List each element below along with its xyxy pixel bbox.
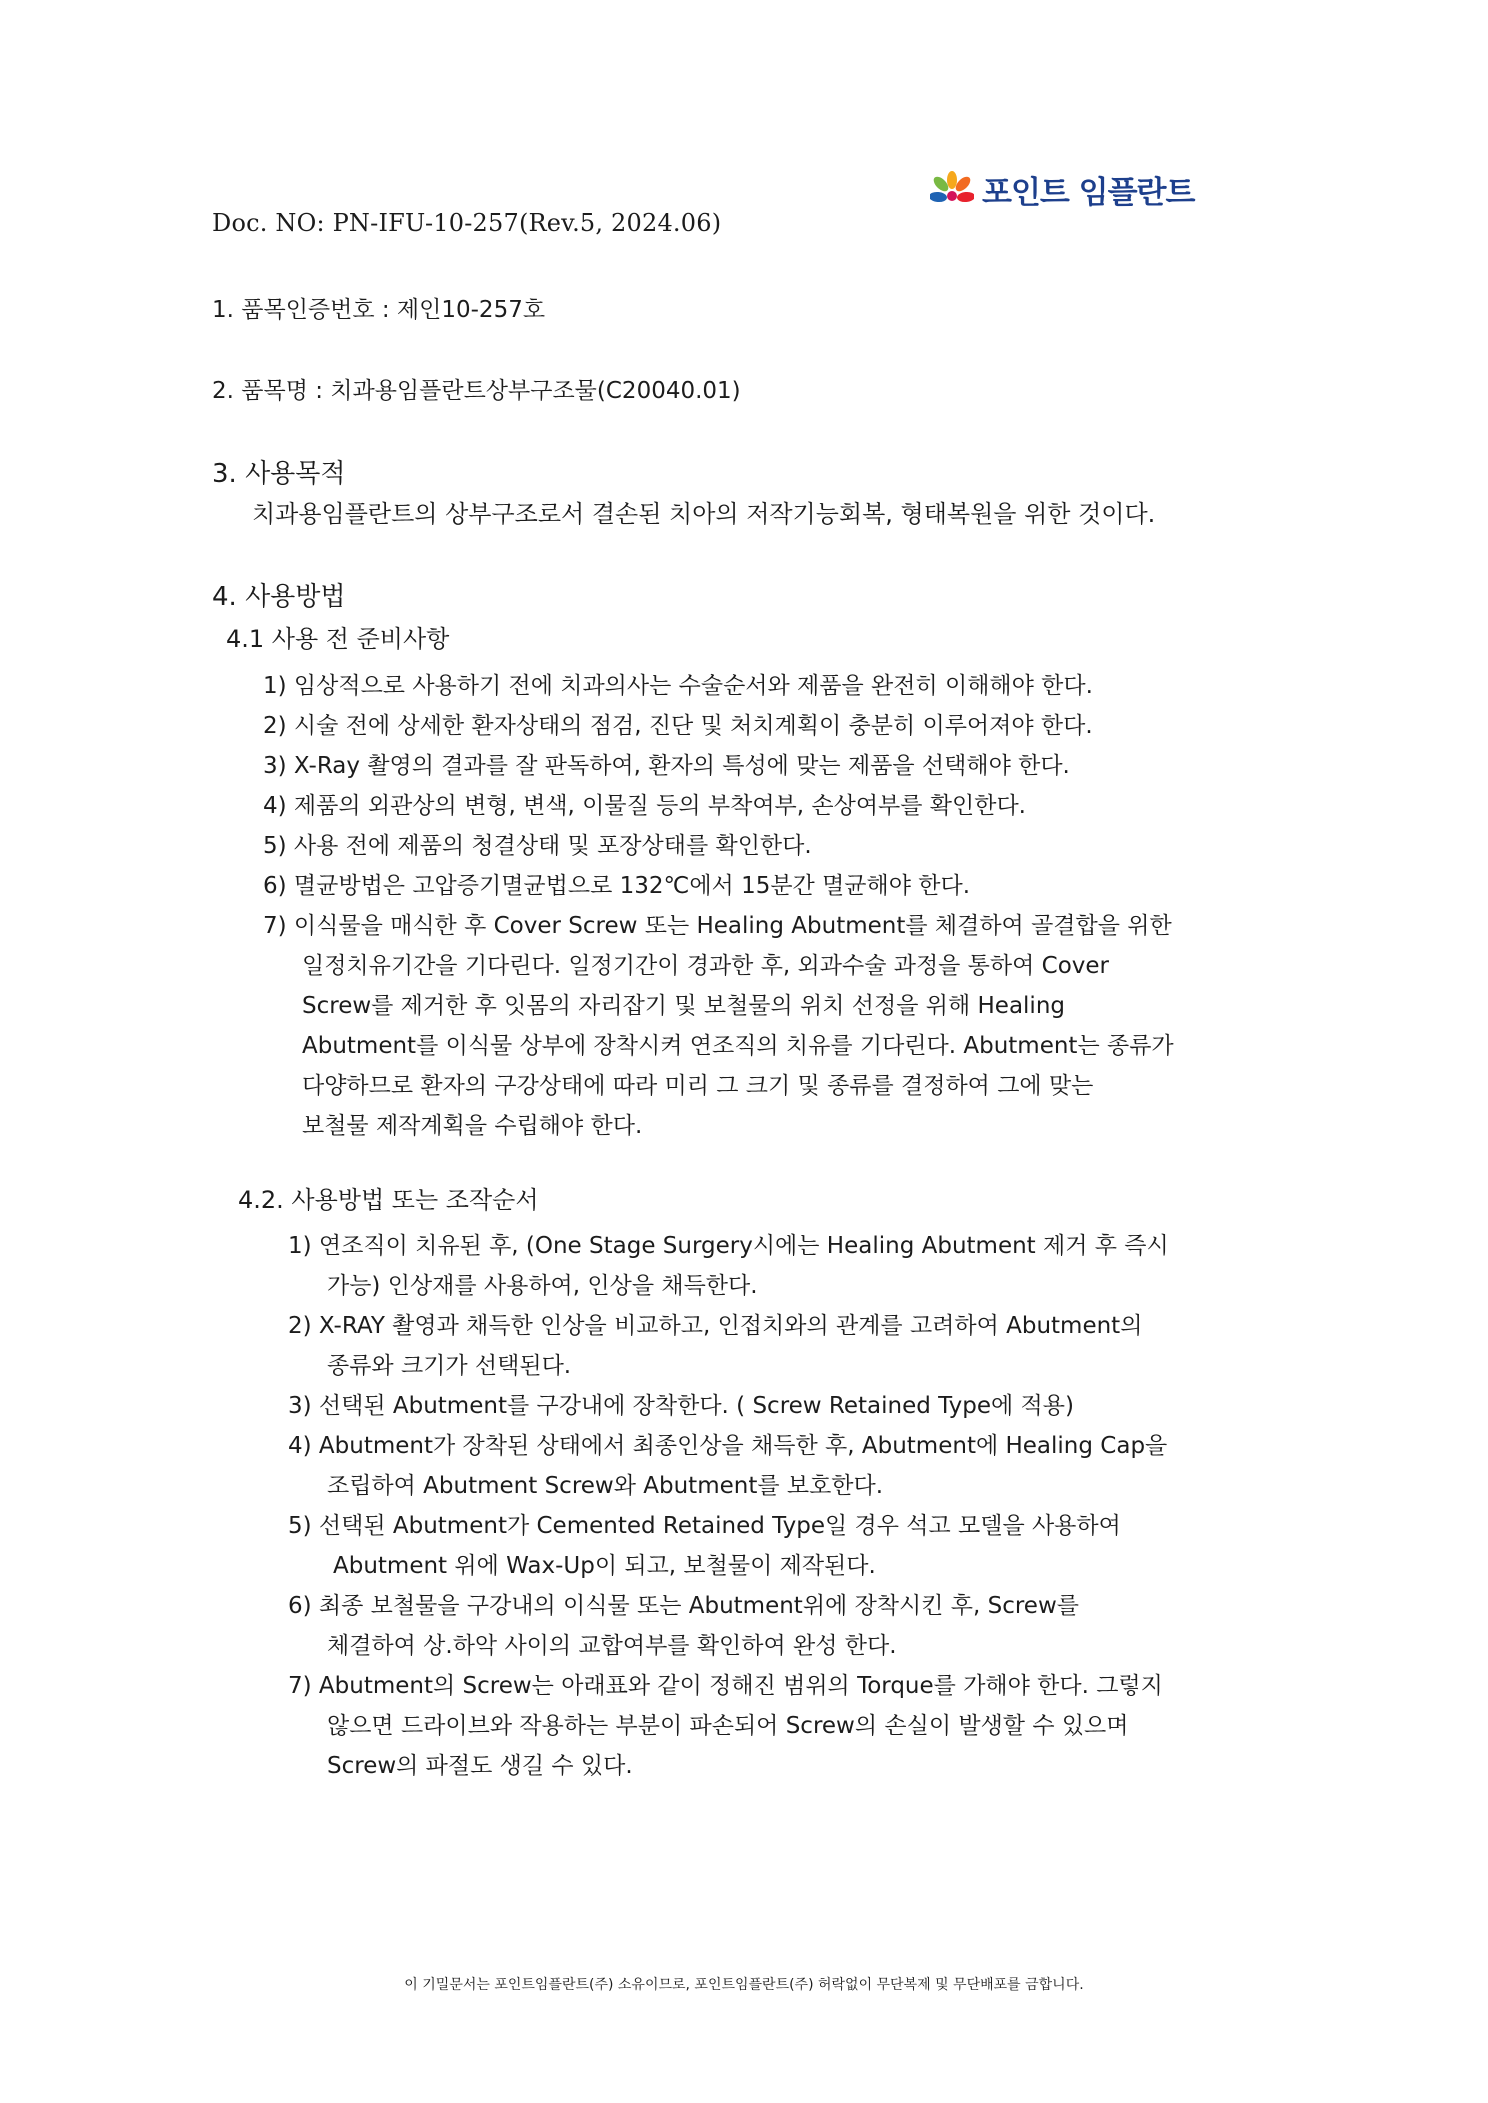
list-item: 4) 제품의 외관상의 변형, 변색, 이물질 등의 부착여부, 손상여부를 확인한다.	[263, 793, 1026, 819]
list-item-continued: 다양하므로 환자의 구강상태에 따라 미리 그 크기 및 종류를 결정하여 그에 맞는	[302, 1073, 1094, 1099]
list-item-continued: Screw를 제거한 후 잇몸의 자리잡기 및 보철물의 위치 선정을 위해 Healing	[302, 993, 1065, 1019]
list-item-continued: Screw의 파절도 생길 수 있다.	[327, 1753, 633, 1779]
section-2-product-name: 2. 품목명 : 치과용임플란트상부구조물(C20040.01)	[212, 378, 741, 404]
list-item: 1) 임상적으로 사용하기 전에 치과의사는 수술순서와 제품을 완전히 이해해야 한다.	[263, 673, 1093, 699]
section-3-body: 치과용임플란트의 상부구조로서 결손된 치아의 저작기능회복, 형태복원을 위한 것이다.	[252, 500, 1156, 528]
list-item-continued: 일정치유기간을 기다린다. 일정기간이 경과한 후, 외과수술 과정을 통하여 Cover	[302, 953, 1109, 979]
list-item: 5) 선택된 Abutment가 Cemented Retained Type일 경우 석고 모델을 사용하여	[288, 1513, 1121, 1539]
document-number: Doc. NO: PN-IFU-10-257(Rev.5, 2024.06)	[212, 209, 722, 237]
list-item: 3) X-Ray 촬영의 결과를 잘 판독하여, 환자의 특성에 맞는 제품을 선택해야 한다.	[263, 753, 1070, 779]
list-item-continued: 체결하여 상.하악 사이의 교합여부를 확인하여 완성 한다.	[327, 1633, 897, 1659]
list-item: 2) 시술 전에 상세한 환자상태의 점검, 진단 및 처치계획이 충분히 이루어져야 한다.	[263, 713, 1093, 739]
list-item-continued: 않으면 드라이브와 작용하는 부분이 파손되어 Screw의 손실이 발생할 수 있으며	[327, 1713, 1129, 1739]
company-logo	[930, 168, 1194, 210]
list-item-continued: 종류와 크기가 선택된다.	[327, 1353, 572, 1379]
list-item: 4) Abutment가 장착된 상태에서 최종인상을 채득한 후, Abutment에 Healing Cap을	[288, 1433, 1168, 1459]
list-item: 7) Abutment의 Screw는 아래표와 같이 정해진 범위의 Torque를 가해야 한다. 그렇지	[288, 1673, 1163, 1699]
flower-logo-icon	[930, 170, 974, 208]
section-4-title: 4. 사용방법	[212, 582, 346, 612]
section-3-title: 3. 사용목적	[212, 459, 346, 489]
list-item-continued: 가능) 인상재를 사용하여, 인상을 채득한다.	[327, 1273, 758, 1299]
list-item-continued: Abutment를 이식물 상부에 장착시켜 연조직의 치유를 기다린다. Abutment는 종류가	[302, 1033, 1174, 1059]
list-item: 2) X-RAY 촬영과 채득한 인상을 비교하고, 인접치와의 관계를 고려하여 Abutment의	[288, 1313, 1143, 1339]
list-item: 5) 사용 전에 제품의 청결상태 및 포장상태를 확인한다.	[263, 833, 812, 859]
list-item-continued: 보철물 제작계획을 수립해야 한다.	[302, 1113, 643, 1139]
section-1-cert-number: 1. 품목인증번호 : 제인10-257호	[212, 297, 546, 323]
list-item: 7) 이식물을 매식한 후 Cover Screw 또는 Healing Abutment를 체결하여 골결합을 위한	[263, 913, 1172, 939]
section-4-2-title: 4.2. 사용방법 또는 조작순서	[238, 1186, 539, 1214]
confidentiality-footer: 이 기밀문서는 포인트임플란트(주) 소유이므로, 포인트임플란트(주) 허락없이 무단복제 및 무단배포를 금합니다.	[404, 1977, 1084, 1993]
section-4-1-title: 4.1 사용 전 준비사항	[226, 625, 450, 653]
list-item: 1) 연조직이 치유된 후, (One Stage Surgery시에는 Healing Abutment 제거 후 즉시	[288, 1233, 1169, 1259]
list-item-continued: 조립하여 Abutment Screw와 Abutment를 보호한다.	[327, 1473, 884, 1499]
logo-text: 포인트 임플란트	[982, 174, 1195, 211]
list-item: 6) 멸균방법은 고압증기멸균법으로 132℃에서 15분간 멸균해야 한다.	[263, 873, 971, 899]
list-item: 6) 최종 보철물을 구강내의 이식물 또는 Abutment위에 장착시킨 후, Screw를	[288, 1593, 1079, 1619]
list-item-continued: Abutment 위에 Wax-Up이 되고, 보철물이 제작된다.	[333, 1553, 876, 1579]
list-item: 3) 선택된 Abutment를 구강내에 장착한다. ( Screw Retained Type에 적용)	[288, 1393, 1074, 1419]
